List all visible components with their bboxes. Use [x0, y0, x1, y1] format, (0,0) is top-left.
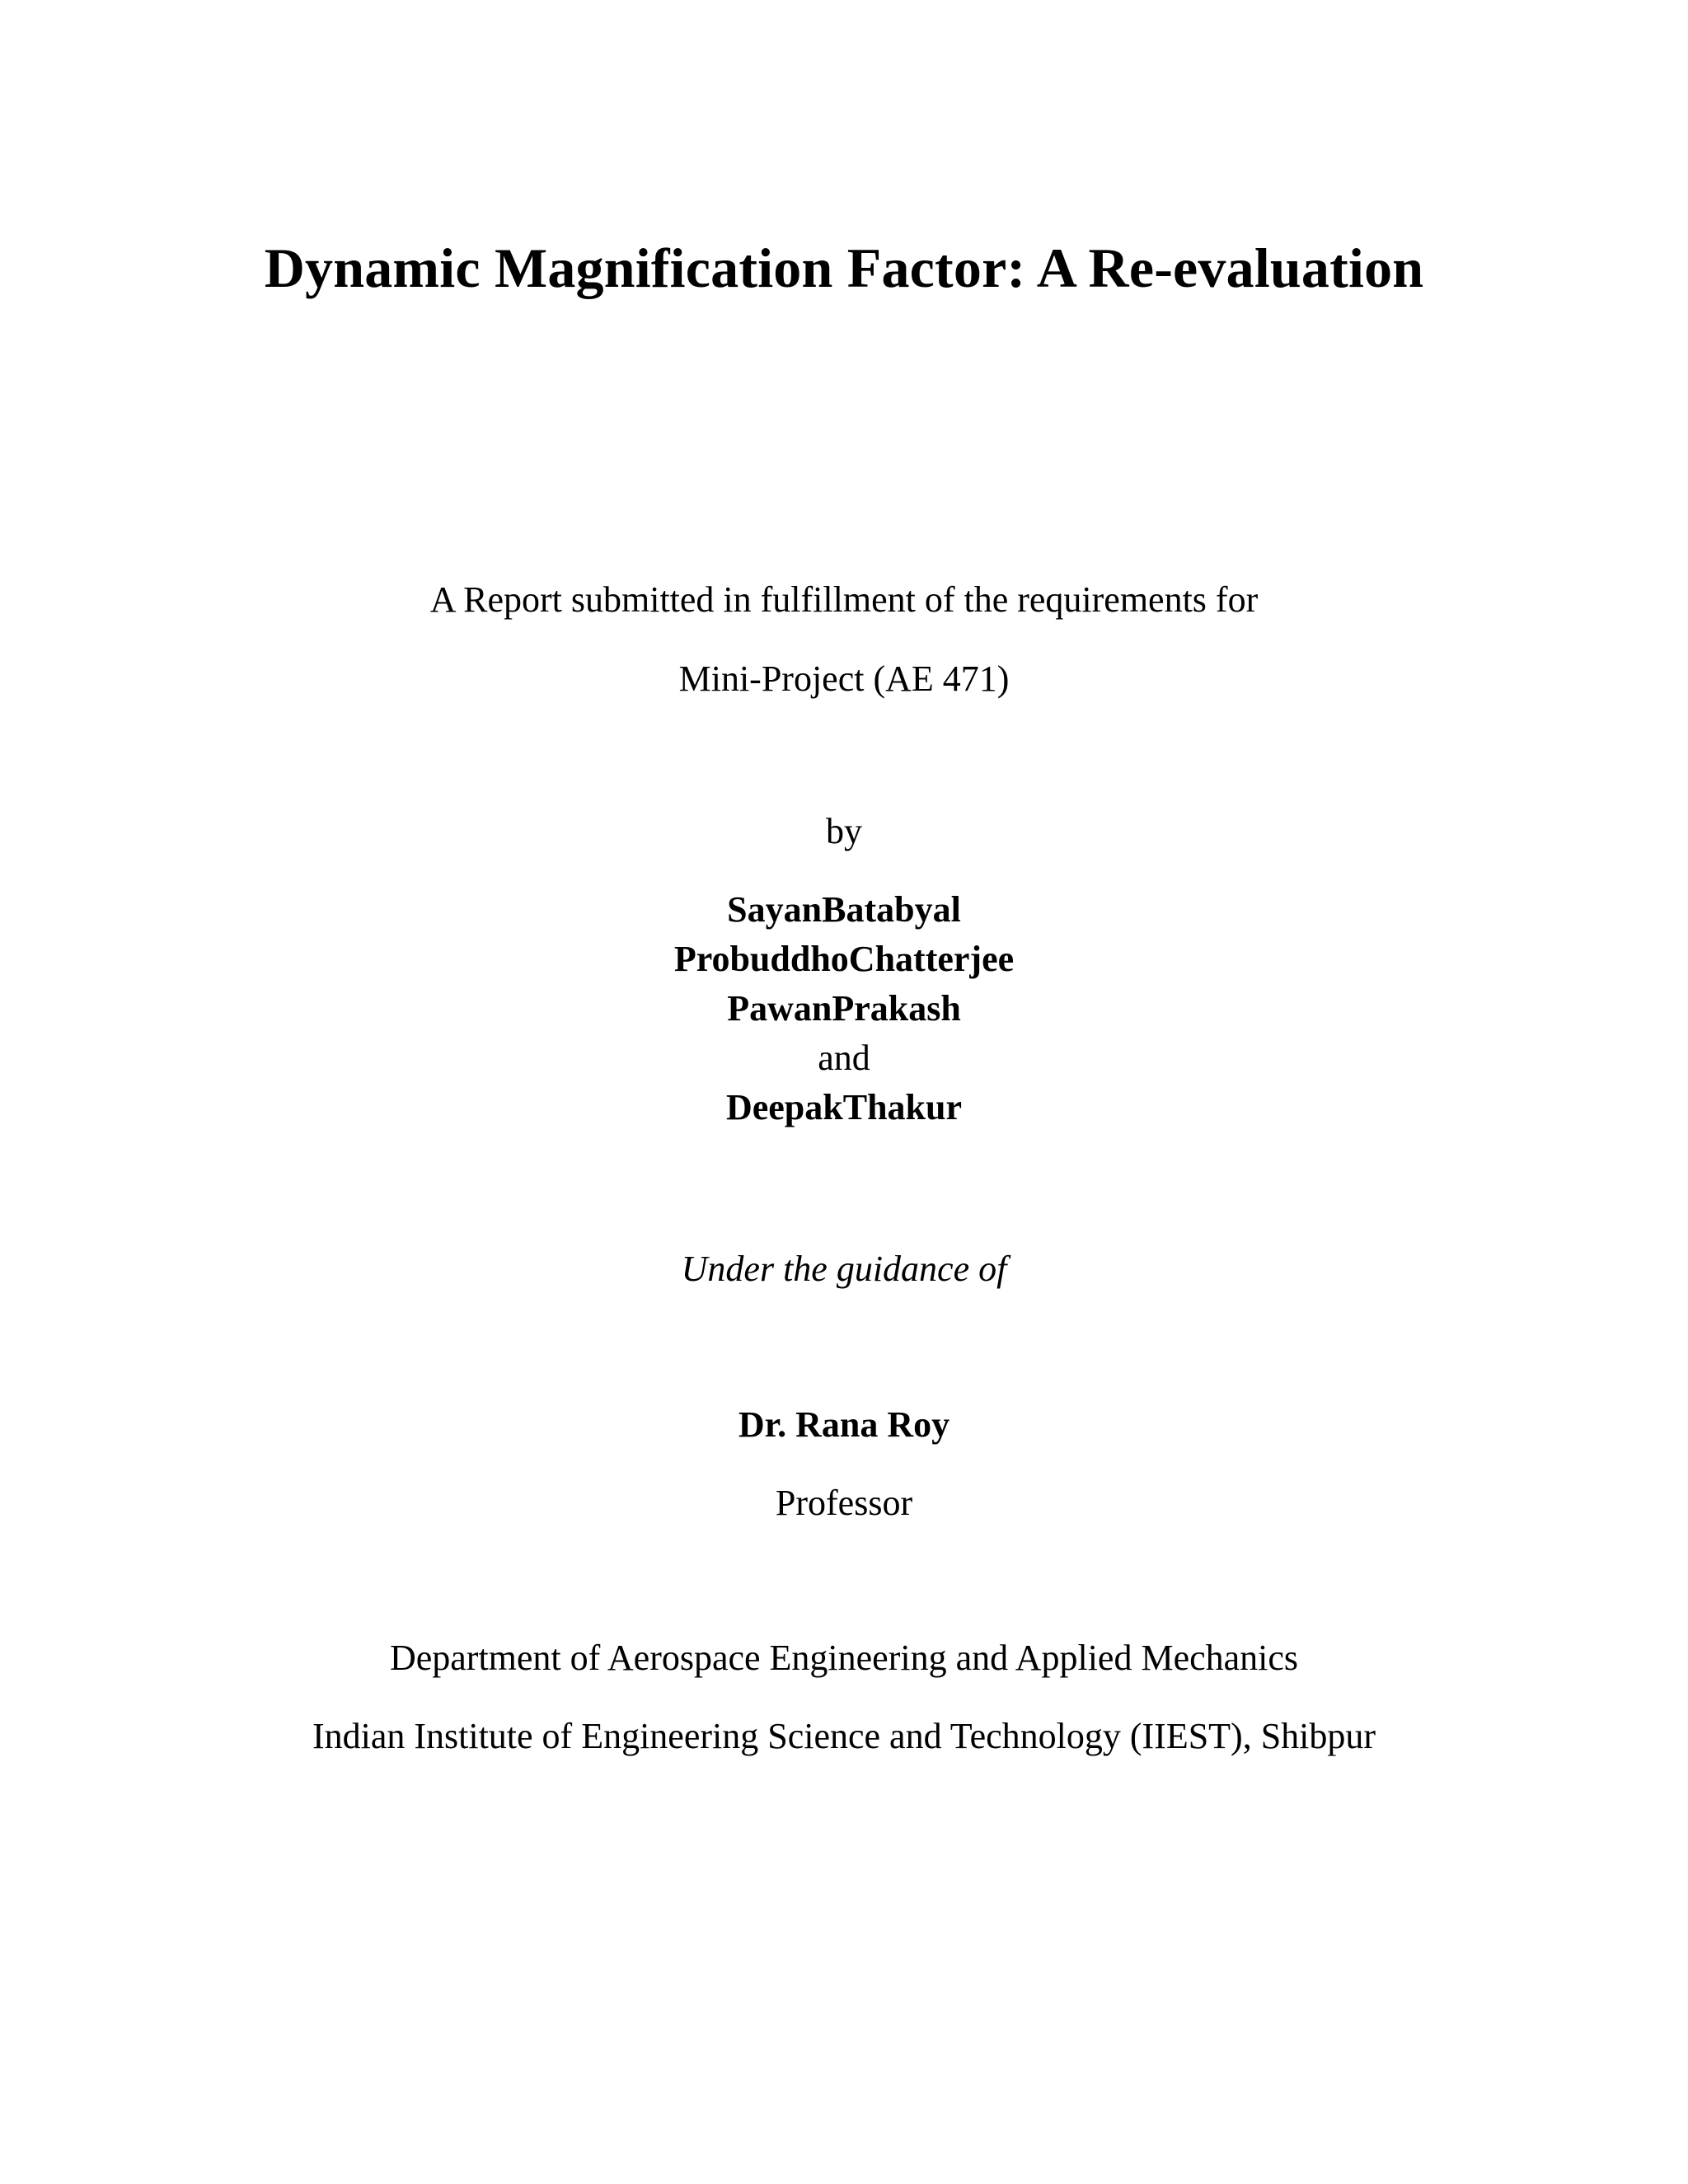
author-name: DeepakThakur	[725, 1087, 963, 1127]
author-name: SayanBatabyal	[727, 889, 961, 930]
and-label: and	[818, 1038, 870, 1078]
submission-statement: A Report submitted in fulfillment of the requirements for	[429, 579, 1259, 620]
supervisor-designation: Professor	[775, 1483, 913, 1523]
course-code: Mini-Project (AE 471)	[678, 658, 1010, 699]
author-name: PawanPrakash	[727, 988, 961, 1029]
institute-name: Indian Institute of Engineering Science and Technology (IIEST), Shibpur	[312, 1716, 1376, 1756]
author-name: ProbuddhoChatterjee	[673, 939, 1015, 979]
guidance-label: Under the guidance of	[681, 1249, 1007, 1289]
by-label: by	[826, 811, 862, 851]
supervisor-name: Dr. Rana Roy	[738, 1404, 950, 1445]
department-name: Department of Aerospace Engineering and Applied Mechanics	[389, 1638, 1299, 1678]
report-title: Dynamic Magnification Factor: A Re-evaluation	[264, 236, 1424, 299]
